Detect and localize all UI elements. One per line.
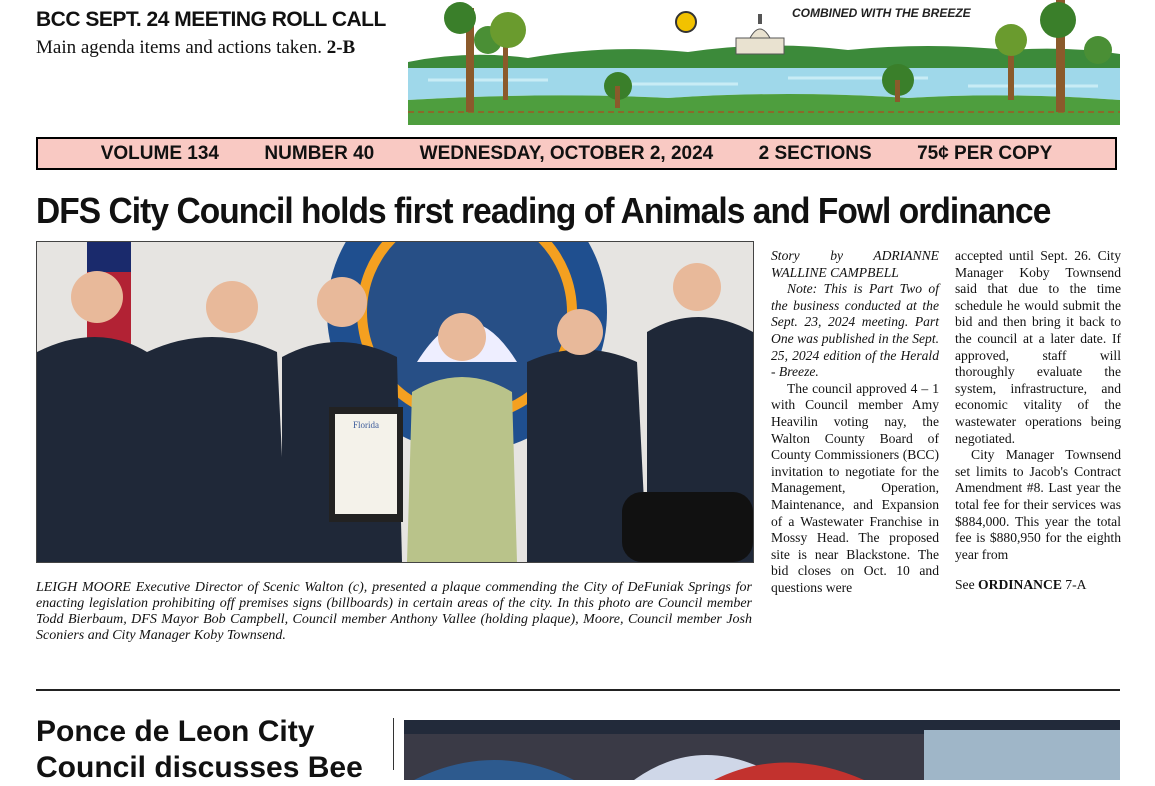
masthead-tagline: COMBINED WITH THE BREEZE [792, 6, 971, 20]
story-paragraph: The council approved 4 – 1 with Council member Amy Heavilin voting nay, the Walton County Board of County Commissioners (BCC) invitation to negotiate for the Management, Operation, Maintenance, and Expansion of a Wastewater Franchise in Mossy Head. The proposed site is near Blackstone. The bid closes on Oct. 10 and questions were [771, 380, 939, 595]
second-headline-line-2: Council discusses Bee [36, 751, 363, 784]
story-column-1 [771, 248, 939, 596]
second-headline-line-1: Ponce de Leon City [36, 715, 315, 748]
issue-info-bar [36, 137, 1117, 170]
section-divider [36, 689, 1120, 691]
issue-date: WEDNESDAY, OCTOBER 2, 2024 [419, 142, 714, 164]
teaser-text: Main agenda items and actions taken. [36, 37, 322, 58]
jump-line [955, 577, 1121, 594]
issue-price: 75¢ PER COPY [917, 142, 1053, 164]
teaser-headline: BCC SEPT. 24 MEETING ROLL CALL [36, 8, 386, 31]
jump-prefix: See [955, 577, 975, 593]
story-byline: Story by ADRIANNE WALLINE CAMPBELL [771, 248, 939, 280]
story-column-2 [955, 248, 1121, 594]
second-headline [36, 714, 386, 786]
jump-word: ORDINANCE [978, 577, 1062, 593]
column-rule [393, 718, 394, 770]
issue-volume: VOLUME 134 [100, 142, 219, 164]
jump-page: 7-A [1065, 577, 1087, 593]
council-group-photo [36, 241, 754, 563]
masthead-illustration [408, 0, 1120, 125]
plaque-text: Florida [353, 420, 379, 430]
teaser-body [36, 36, 386, 59]
issue-number: NUMBER 40 [264, 142, 375, 164]
teaser-page-ref: 2-B [326, 37, 356, 58]
issue-sections: 2 SECTIONS [758, 142, 872, 164]
story-note: Note: This is Part Two of the business conducted at the Sept. 23, 2024 meeting. Part One was published in the Sept. 25, 2024 edition of the Herald - Breeze. [771, 281, 939, 380]
main-headline: DFS City Council holds first reading of Animals and Fowl ordinance [36, 190, 1051, 231]
story-paragraph: accepted until Sept. 26. City Manager Koby Townsend said that due to the time schedule he would submit the bid and then bring it back to the council at a later date. If approved, staff will thoroughly evaluate the system, infrastructure, and economic vitality of the wastewater operations being negotiated. [955, 248, 1121, 446]
story-paragraph: City Manager Townsend set limits to Jacob's Contract Amendment #8. Last year the total fee for their services was $884,000. This year the total fee is $880,950 for the eighth year from [955, 447, 1121, 562]
second-story-photo [404, 720, 1120, 780]
photo-caption: LEIGH MOORE Executive Director of Scenic Walton (c), presented a plaque commending the City of DeFuniak Springs for enacting legislation prohibiting off premises signs (billboards) in certain areas of the city. In this photo are Council member Todd Bierbaum, DFS Mayor Bob Campbell, Council member Anthony Vallee (holding plaque), Moore, Council member Josh Sconiers and City Manager Koby Townsend. [36, 580, 752, 643]
